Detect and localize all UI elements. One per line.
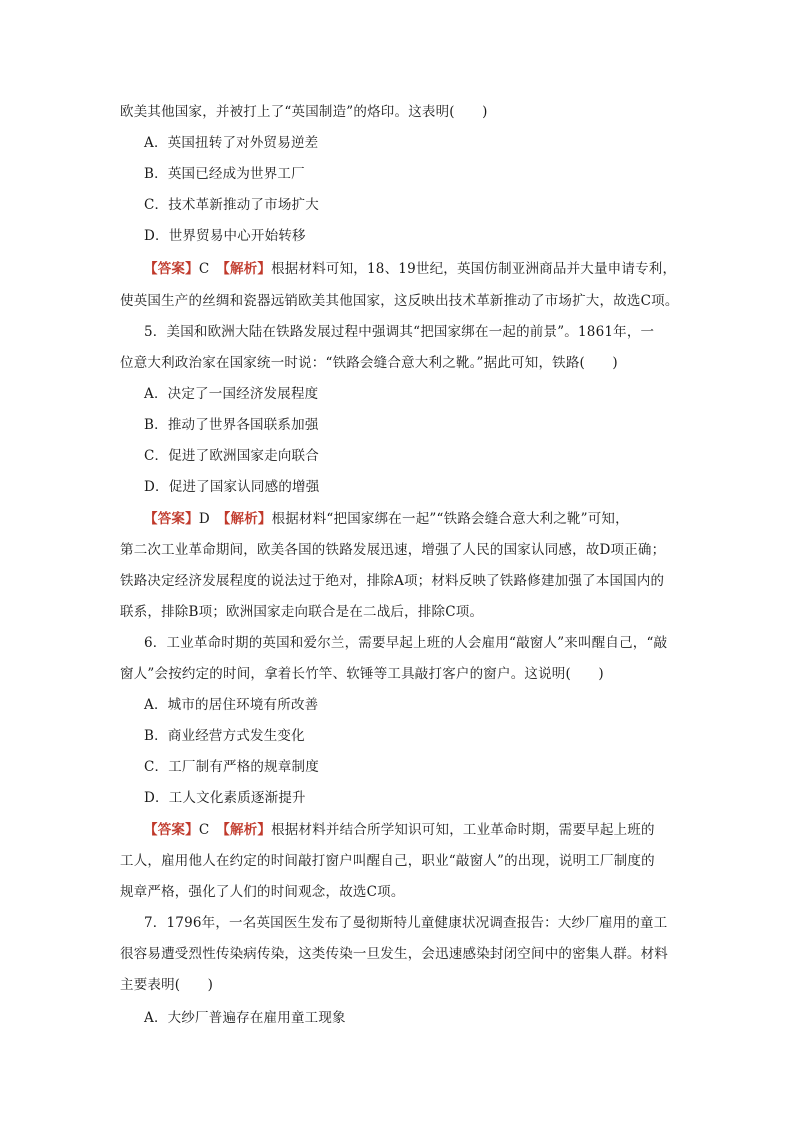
question-5-stem-cont: 位意大利政治家在国家统一时说：“铁路会缝合意大利之靴。”据此可知，铁路( ) (120, 355, 618, 371)
answer-5 (144, 510, 704, 528)
option-a: A．决定了一国经济发展程度 (144, 386, 319, 402)
analysis-5-cont: 第二次工业革命期间，欧美各国的铁路发展迅速，增强了人民的国家认同感，故D项正确； (120, 542, 666, 558)
analysis-tag: 【解析】 (223, 511, 272, 527)
analysis-text: 根据材料可知，18、19世纪，英国仿制亚洲商品并大量申请专利， (271, 261, 677, 277)
analysis-6-cont: 工人，雇用他人在约定的时间敲打窗户叫醒自己，职业“敲窗人”的出现，说明工厂制度的 (120, 853, 655, 869)
question-5-stem: 5．美国和欧洲大陆在铁路发展过程中强调其“把国家绑在一起的前景”。1861年，一 (144, 324, 655, 340)
answer-letter: D (198, 511, 210, 527)
option-c: C．工厂制有严格的规章制度 (144, 759, 319, 775)
option-d: D．工人文化素质逐渐提升 (144, 790, 306, 806)
analysis-tag: 【解析】 (223, 822, 272, 838)
option-a: A．大纱厂普遍存在雇用童工现象 (144, 1010, 346, 1026)
option-b: B．英国已经成为世界工厂 (144, 166, 305, 182)
answer-letter: C (198, 822, 210, 838)
analysis-text: 根据材料并结合所学知识可知，工业革命时期，需要早起上班的 (271, 822, 655, 838)
option-a: A．城市的居住环境有所改善 (144, 697, 319, 713)
answer-tag: 【答案】 (144, 261, 199, 277)
answer-letter: C (198, 261, 210, 277)
option-b: B．推动了世界各国联系加强 (144, 417, 319, 433)
analysis-4-cont: 使英国生产的丝绸和瓷器远销欧美其他国家，这反映出技术革新推动了市场扩大，故选C项。 (120, 293, 679, 309)
question-7-stem-cont: 主要表明( ) (120, 977, 214, 993)
analysis-text: 根据材料“把国家绑在一起”“铁路会缝合意大利之靴”可知， (271, 511, 629, 527)
question-6-stem: 6．工业革命时期的英国和爱尔兰，需要早起上班的人会雇用“敲窗人”来叫醒自己，“敲 (144, 635, 668, 651)
option-b: B．商业经营方式发生变化 (144, 728, 305, 744)
analysis-5-cont: 铁路决定经济发展程度的说法过于绝对，排除A项；材料反映了铁路修建加强了本国国内的 (120, 573, 665, 589)
answer-tag: 【答案】 (144, 822, 199, 838)
analysis-5-cont: 联系，排除B项；欧洲国家走向联合是在二战后，排除C项。 (120, 604, 484, 620)
answer-4 (144, 260, 704, 278)
question-7-stem-cont: 很容易遭受烈性传染病传染，这类传染一旦发生，会迅速感染封闭空间中的密集人群。材料 (120, 946, 668, 962)
question-4-stem-end: 欧美其他国家，并被打上了“英国制造”的烙印。这表明( ) (120, 104, 488, 120)
question-7-stem: 7．1796年，一名英国医生发布了曼彻斯特儿童健康状况调查报告：大纱厂雇用的童工 (144, 915, 668, 931)
option-c: C．技术革新推动了市场扩大 (144, 197, 319, 213)
analysis-tag: 【解析】 (223, 261, 272, 277)
option-c: C．促进了欧洲国家走向联合 (144, 448, 319, 464)
option-d: D．世界贸易中心开始转移 (144, 228, 306, 244)
analysis-6-cont: 规章严格，强化了人们的时间观念，故选C项。 (120, 884, 405, 900)
answer-tag: 【答案】 (144, 511, 199, 527)
answer-6 (144, 821, 704, 839)
option-a: A．英国扭转了对外贸易逆差 (144, 135, 319, 151)
question-6-stem-cont: 窗人”会按约定的时间，拿着长竹竿、软锤等工具敲打客户的窗户。这说明( ) (120, 666, 604, 682)
option-d: D．促进了国家认同感的增强 (144, 479, 320, 495)
